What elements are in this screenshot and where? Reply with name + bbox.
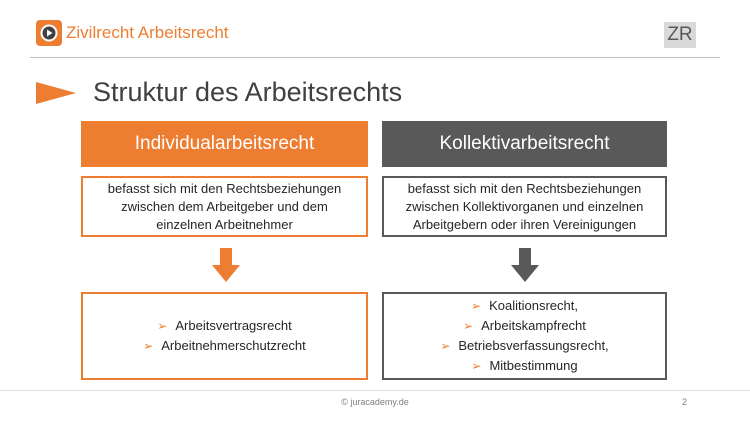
header-divider [30, 57, 720, 58]
bullet-arrow-icon: ➢ [143, 339, 154, 353]
title-arrow-icon [36, 82, 76, 104]
list-item: ➢ Mitbestimmung [471, 358, 578, 373]
collective-description [382, 176, 667, 237]
description-line: Arbeitgebern oder ihren Vereinigungen [412, 216, 637, 232]
list-item: ➢ Arbeitnehmerschutzrecht [143, 338, 306, 353]
copyright: © juracademy.de [341, 397, 409, 407]
bullet-arrow-icon: ➢ [463, 319, 474, 333]
slide-title: Struktur des Arbeitsrechts [93, 77, 403, 107]
individual-heading: Individualarbeitsrecht [81, 121, 368, 167]
description-line: zwischen Kollektivorganen und einzelnen [405, 198, 644, 214]
play-icon [36, 20, 62, 46]
bullet-arrow-icon: ➢ [471, 359, 482, 373]
bullet-arrow-icon: ➢ [440, 339, 451, 353]
zr-badge: ZR [664, 22, 696, 48]
description-line: befasst sich mit den Rechtsbeziehungen [407, 180, 642, 196]
list-item: ➢ Koalitionsrecht, [471, 298, 578, 313]
individual-list [81, 292, 368, 380]
description-line: zwischen dem Arbeitgeber und dem [121, 198, 328, 214]
footer-divider [0, 390, 750, 391]
description-line: befasst sich mit den Rechtsbeziehungen [107, 180, 342, 196]
list-item: ➢ Arbeitsvertragsrecht [157, 318, 292, 333]
page-number: 2 [682, 397, 688, 407]
list-item: ➢ Betriebsverfassungsrecht, [440, 338, 609, 353]
down-arrow-icon [511, 248, 539, 282]
list-item: ➢ Arbeitskampfrecht [463, 318, 586, 333]
bullet-arrow-icon: ➢ [471, 299, 482, 313]
collective-list [382, 292, 667, 380]
header-title: Zivilrecht Arbeitsrecht [66, 23, 229, 42]
individual-description [81, 176, 368, 237]
bullet-arrow-icon: ➢ [157, 319, 168, 333]
description-line: einzelnen Arbeitnehmer [156, 216, 293, 232]
down-arrow-icon [212, 248, 240, 282]
collective-heading: Kollektivarbeitsrecht [382, 121, 667, 167]
